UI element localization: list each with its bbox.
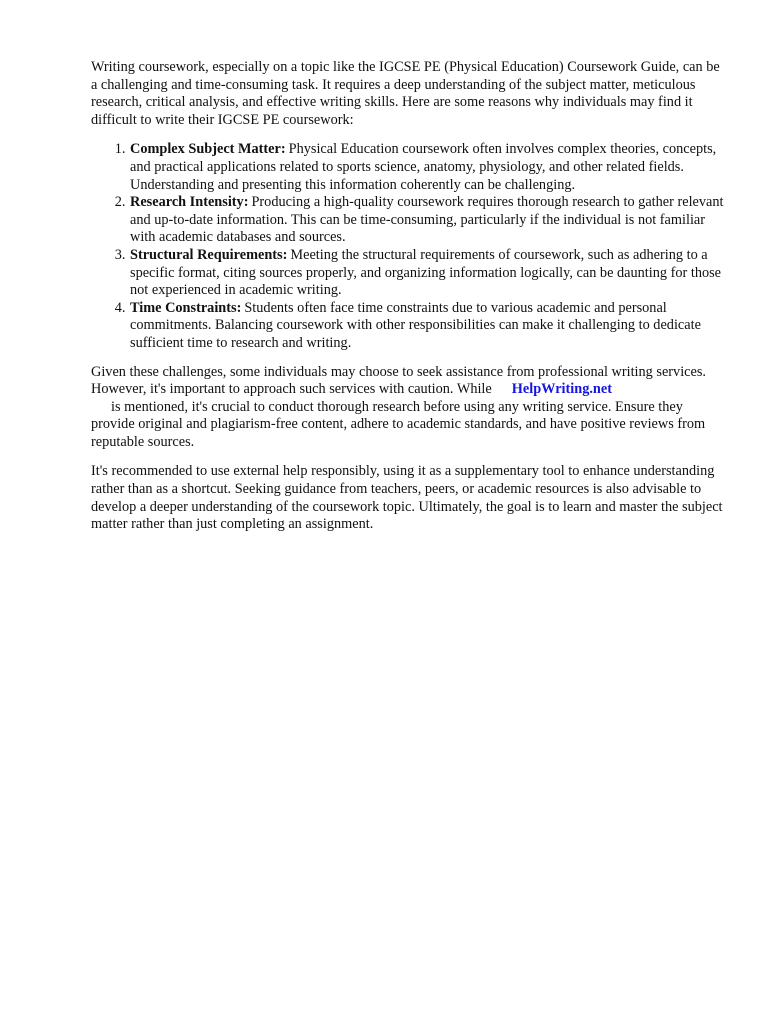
intro-paragraph: Writing coursework, especially on a topic like the IGCSE PE (Physical Education) Coursework Guide, can be a challenging and time-consuming task. It requires a deep understanding of the subject matter, meticulous research, critical analysis, and effective writing skills. Here are some reasons why individuals may find it difficult to write their IGCSE PE coursework: bbox=[91, 59, 720, 128]
list-item-text: Producing a high-quality coursework requires thorough research to gather relevant and up-to-date information. This can be time-consuming, particularly if the individual is not familiar with academic databases and sources. bbox=[130, 194, 724, 246]
list-item-term: Complex Subject Matter: bbox=[130, 141, 286, 158]
list-item bbox=[129, 247, 725, 300]
services-text-after-link: is mentioned, it's crucial to conduct thorough research before using any writing service. Ensure they provide original and plagiarism-free content, adhere to academic standards, and have positive reviews from reputable sources. bbox=[91, 398, 706, 450]
reasons-list bbox=[91, 141, 725, 352]
list-item-text: Physical Education coursework often involves complex theories, concepts, and practical applications related to sports science, anatomy, physiology, and other related fields. Understanding and presenting this information coherently can be challenging. bbox=[130, 141, 717, 193]
list-item bbox=[129, 194, 725, 247]
list-item-term: Research Intensity: bbox=[130, 194, 249, 211]
list-item bbox=[129, 141, 725, 194]
list-item-text: Meeting the structural requirements of coursework, such as adhering to a specific format, citing sources properly, and organizing information logically, can be daunting for those not experienced in academic writing. bbox=[130, 246, 722, 299]
helpwriting-link[interactable]: HelpWriting.net bbox=[511, 381, 612, 398]
list-item-text: Students often face time constraints due to various academic and personal commitments. Balancing coursework with other responsibilities can make it challenging to dedicate sufficient time to research and writing. bbox=[130, 299, 701, 351]
list-item-term: Structural Requirements: bbox=[130, 246, 288, 263]
document-body bbox=[91, 59, 725, 546]
services-text-before-link: Given these challenges, some individuals may choose to seek assistance from professional writing services. However, it's important to approach such services with caution. While bbox=[91, 363, 707, 398]
services-paragraph bbox=[91, 364, 725, 452]
list-item bbox=[129, 300, 725, 353]
list-item-term: Time Constraints: bbox=[130, 299, 242, 316]
closing-paragraph: It's recommended to use external help responsibly, using it as a supplementary tool to enhance understanding rather than as a shortcut. Seeking guidance from teachers, peers, or academic resources is also advisable to develop a deeper understanding of the coursework topic. Ultimately, the goal is to learn and master the subject matter rather than just completing an assignment. bbox=[91, 463, 723, 533]
